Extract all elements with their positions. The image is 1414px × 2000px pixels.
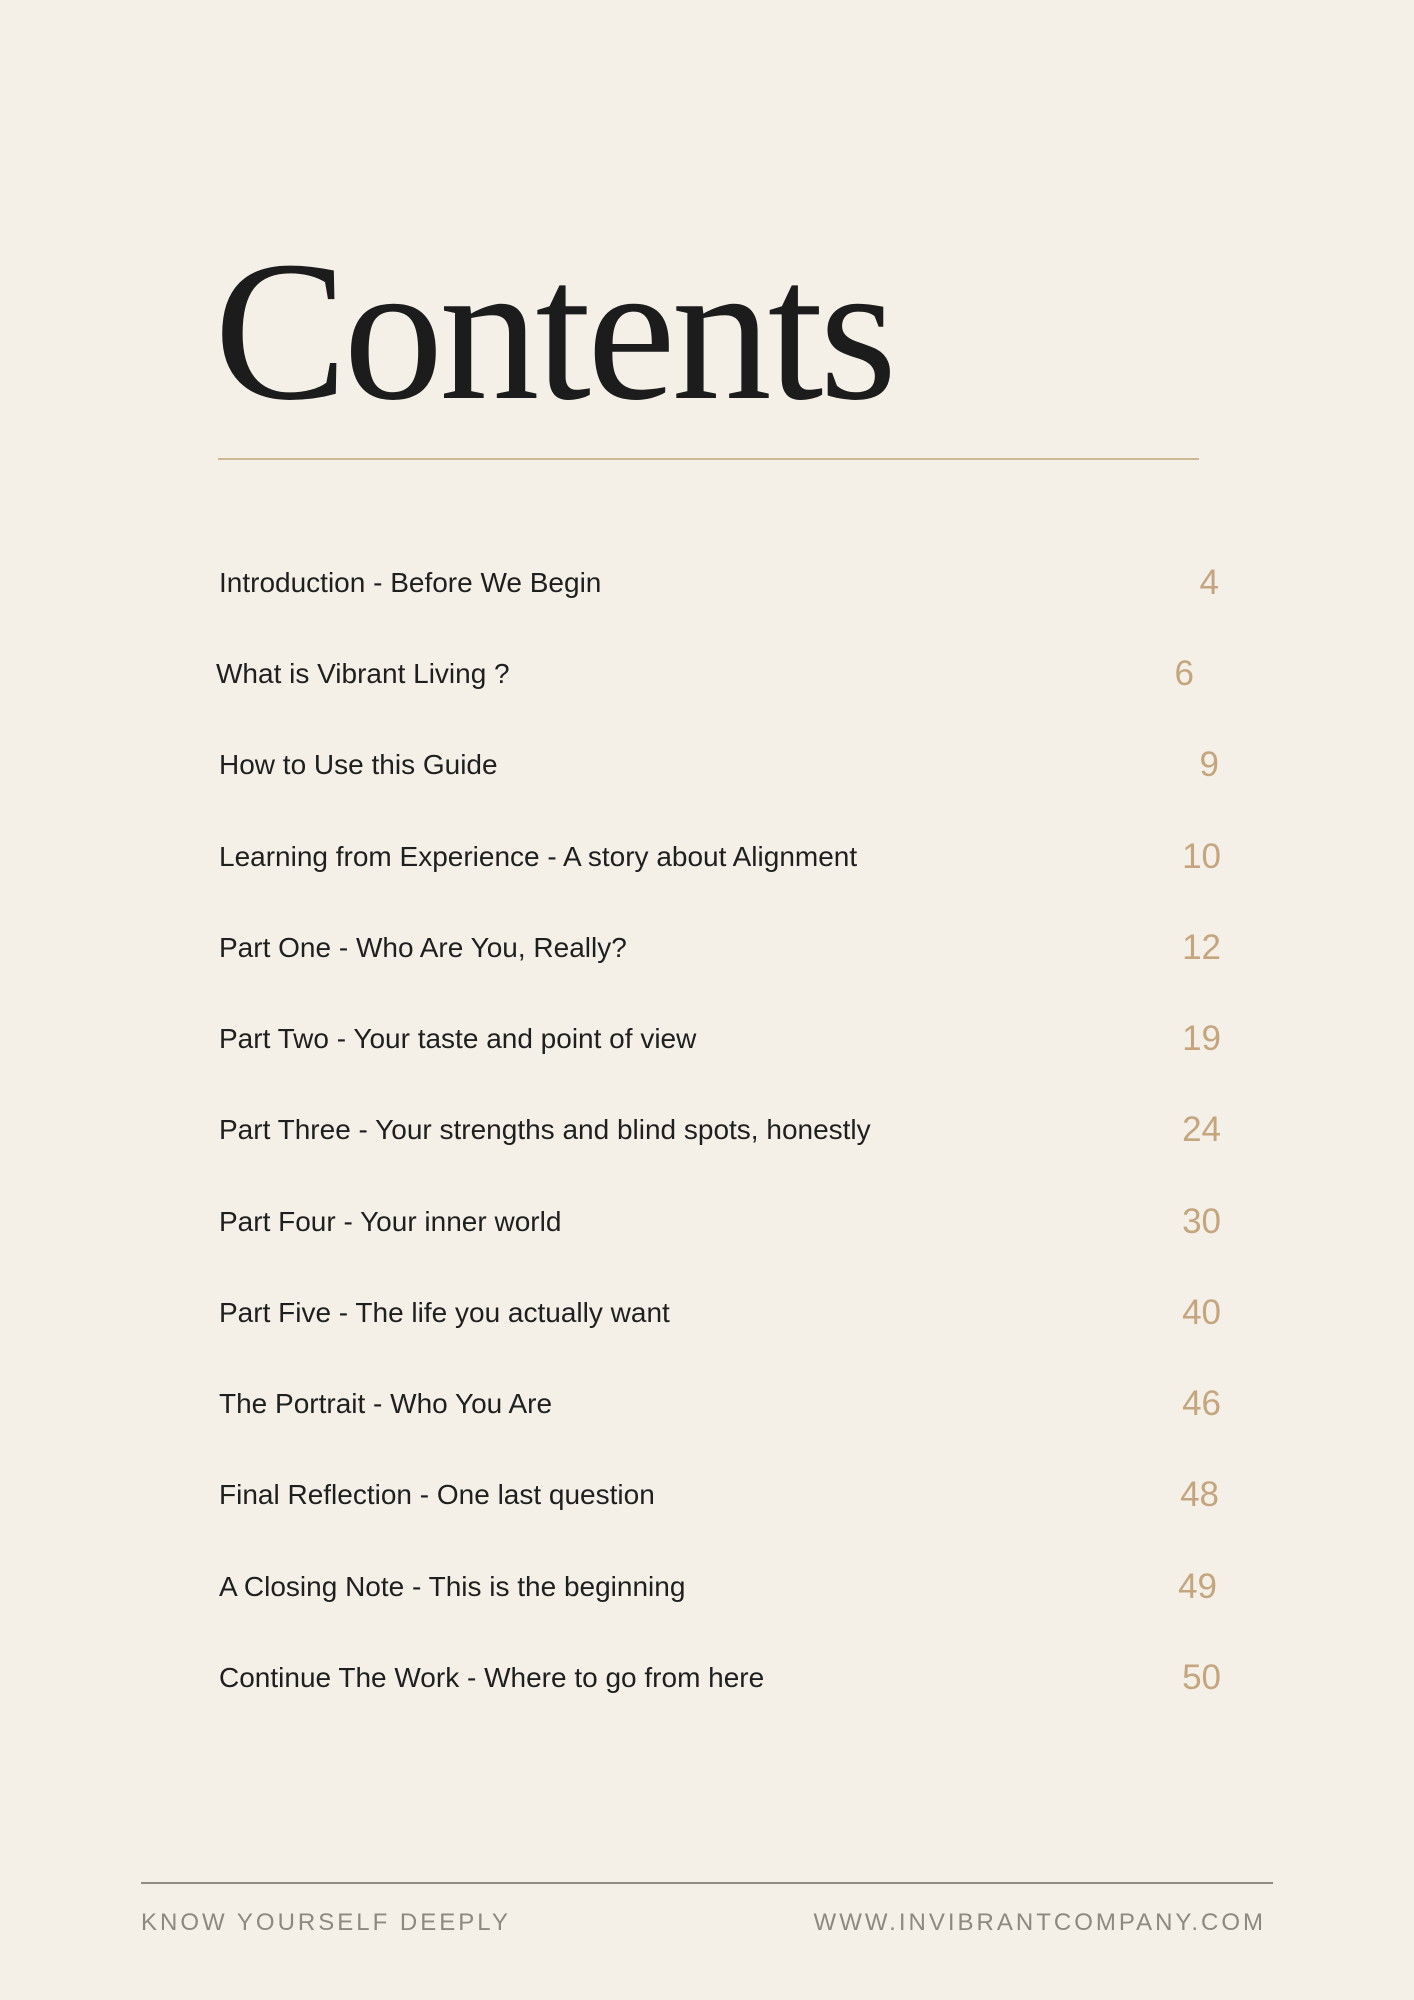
toc-item-part-five[interactable] [219,1290,1219,1336]
toc-item-part-one[interactable] [219,925,1219,971]
toc-item-page-number: 12 [1182,928,1221,967]
toc-item-label: What is Vibrant Living ? [216,658,510,689]
toc-item-label: Part Two - Your taste and point of view [219,1023,697,1054]
toc-item-vibrant-living[interactable] [216,651,1216,697]
toc-item-continue-the-work[interactable] [219,1655,1219,1701]
toc-item-closing-note[interactable] [219,1564,1219,1610]
toc-item-page-number: 48 [1180,1475,1219,1514]
toc-item-page-number: 9 [1199,745,1219,784]
toc-item-page-number: 49 [1178,1567,1217,1606]
toc-item-part-two[interactable] [219,1016,1219,1062]
toc-item-label: A Closing Note - This is the beginning [219,1571,686,1602]
page-title: Contents [214,221,894,442]
toc-item-the-portrait[interactable] [219,1381,1219,1427]
toc-item-label: Part One - Who Are You, Really? [219,932,627,963]
toc-item-label: The Portrait - Who You Are [219,1388,553,1419]
toc-item-page-number: 40 [1182,1293,1221,1332]
toc-item-label: Part Five - The life you actually want [219,1297,670,1328]
toc-item-label: Part Four - Your inner world [219,1206,562,1237]
toc-item-label: Part Three - Your strengths and blind spots, honestly [219,1114,871,1145]
toc-item-learning-from-experience[interactable] [219,834,1219,880]
toc-item-page-number: 19 [1182,1019,1221,1058]
toc-item-page-number: 10 [1182,837,1221,876]
footer-website-link[interactable]: WWW.INVIBRANTCOMPANY.COM [813,1909,1266,1936]
footer-divider [141,1882,1273,1884]
toc-item-page-number: 6 [1174,654,1194,693]
toc-item-label: Final Reflection - One last question [219,1479,655,1510]
toc-item-page-number: 24 [1182,1110,1221,1149]
toc-item-part-four[interactable] [219,1199,1219,1245]
toc-item-page-number: 50 [1182,1658,1221,1697]
toc-item-final-reflection[interactable] [219,1472,1219,1518]
toc-item-introduction[interactable] [219,560,1219,606]
toc-item-page-number: 46 [1182,1384,1221,1423]
toc-item-label: Learning from Experience - A story about Alignment [219,841,858,872]
footer-tagline: KNOW YOURSELF DEEPLY [141,1909,511,1936]
toc-item-how-to-use[interactable] [219,742,1219,788]
toc-item-label: How to Use this Guide [219,749,498,780]
toc-item-part-three[interactable] [219,1107,1219,1153]
toc-item-page-number: 30 [1182,1202,1221,1241]
toc-item-label: Introduction - Before We Begin [219,567,602,598]
toc-item-page-number: 4 [1199,563,1219,602]
toc-item-label: Continue The Work - Where to go from here [219,1662,765,1693]
